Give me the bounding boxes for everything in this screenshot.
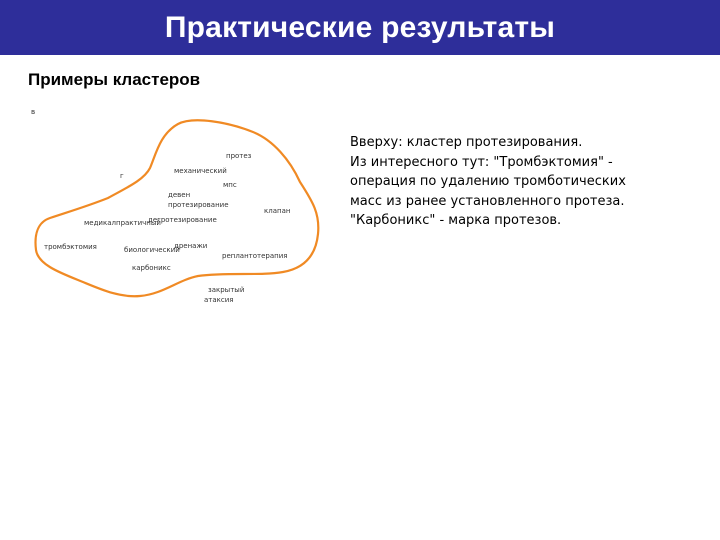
cluster-description [350, 133, 700, 231]
cluster-word: медикал [84, 219, 116, 227]
cluster-word: закрытый [208, 286, 245, 294]
description-line: Вверху: кластер протезирования. [350, 135, 583, 150]
cluster-word: протезирование [168, 201, 229, 209]
cluster-word: мпс [223, 181, 237, 189]
cluster-word: реплантотерапия [222, 252, 288, 260]
figure-corner-label: в [31, 108, 36, 116]
cluster-word: дренажи [174, 242, 208, 250]
description-line: масс из ранее установленного протеза. [350, 193, 625, 209]
description-line: Из интересного тут: "Тромбэктомия" - [350, 154, 613, 170]
cluster-word: клапан [264, 207, 291, 215]
cluster-word: биологический [124, 246, 180, 254]
cluster-word: девен [168, 191, 191, 199]
slide-subtitle: Примеры кластеров [28, 70, 201, 89]
stray-label: г [120, 172, 124, 180]
cluster-diagram [28, 102, 338, 317]
cluster-word: карбоникс [132, 264, 171, 272]
title-bar [0, 0, 720, 55]
cluster-word: тромбэктомия [44, 243, 97, 251]
cluster-word: практичный [116, 219, 161, 227]
cluster-figure [28, 102, 338, 317]
description-line: операция по удалению тромботических [350, 174, 626, 189]
description-line: "Карбоникс" - марка протезов. [350, 213, 562, 228]
slide-title: Практические результаты [164, 10, 556, 44]
cluster-word: атаксия [204, 296, 234, 304]
cluster-word: протез [226, 152, 252, 160]
cluster-word: механический [174, 167, 227, 175]
cluster-word: дегротезирование [148, 216, 217, 224]
